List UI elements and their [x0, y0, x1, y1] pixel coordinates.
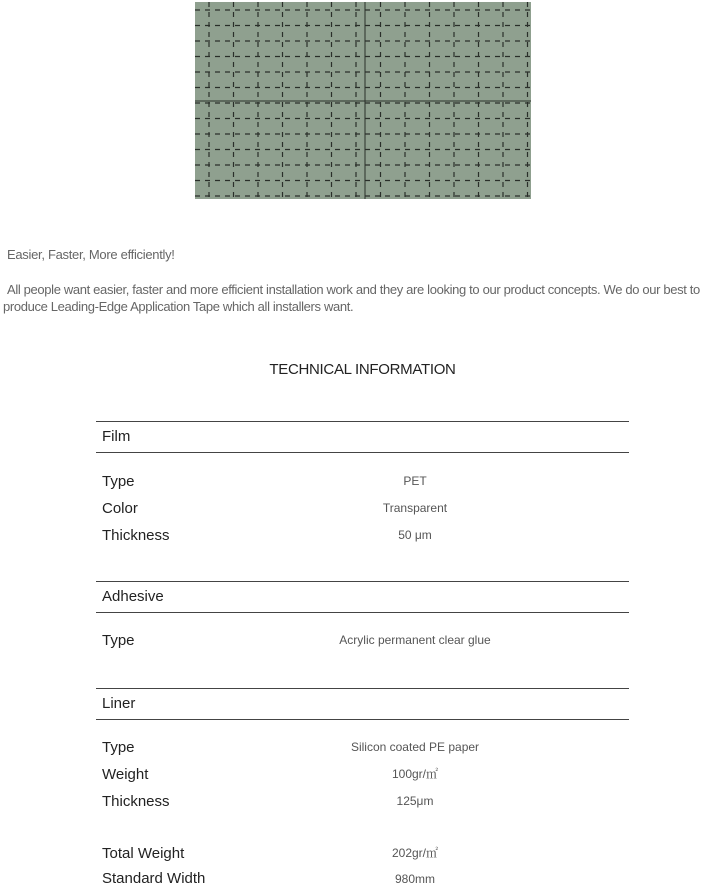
spec-row-total-weight: [96, 840, 629, 867]
spec-value: Acrylic permanent clear glue: [339, 633, 491, 647]
spec-value: 100gr/㎡: [391, 767, 439, 781]
section-liner-header: Liner: [96, 688, 629, 720]
spec-row-standard-width: [96, 867, 629, 891]
spec-label: Weight: [102, 766, 149, 783]
spec-value: PET: [403, 474, 427, 488]
spec-label: Thickness: [102, 527, 170, 544]
spec-label: Type: [102, 739, 135, 756]
spec-value: 125μm: [396, 794, 434, 808]
technical-information-title: TECHNICAL INFORMATION: [269, 361, 456, 378]
spec-value: 980mm: [394, 872, 435, 886]
spec-label: Type: [102, 632, 135, 649]
spec-row: [96, 627, 629, 654]
spec-row: [96, 468, 629, 495]
spec-row: [96, 761, 629, 788]
spec-label: Color: [102, 500, 138, 517]
spec-value: 202gr/㎡: [391, 846, 439, 860]
spec-row: [96, 788, 629, 815]
intro-paragraph: All people want easier, faster and more efficient installation work and they are looking to our product concepts. We do our best to produce Leading-Edge Application Tape which all installers want.: [3, 282, 700, 314]
spec-table: [96, 421, 629, 891]
spec-row: [96, 734, 629, 761]
product-photo: [195, 2, 531, 199]
tagline: Easier, Faster, More efficiently!: [7, 247, 175, 262]
spec-value: Silicon coated PE paper: [350, 740, 480, 754]
spec-label: Standard Width: [102, 870, 206, 887]
spec-value: 50 μm: [398, 528, 432, 542]
spec-label: Thickness: [102, 793, 170, 810]
spec-row: [96, 495, 629, 522]
section-film-header: Film: [96, 421, 629, 453]
spec-row: [96, 522, 629, 549]
spec-value: Transparent: [382, 501, 448, 515]
spec-label: Type: [102, 473, 135, 490]
section-adhesive-header: Adhesive: [96, 581, 629, 613]
spec-label: Total Weight: [102, 845, 185, 862]
